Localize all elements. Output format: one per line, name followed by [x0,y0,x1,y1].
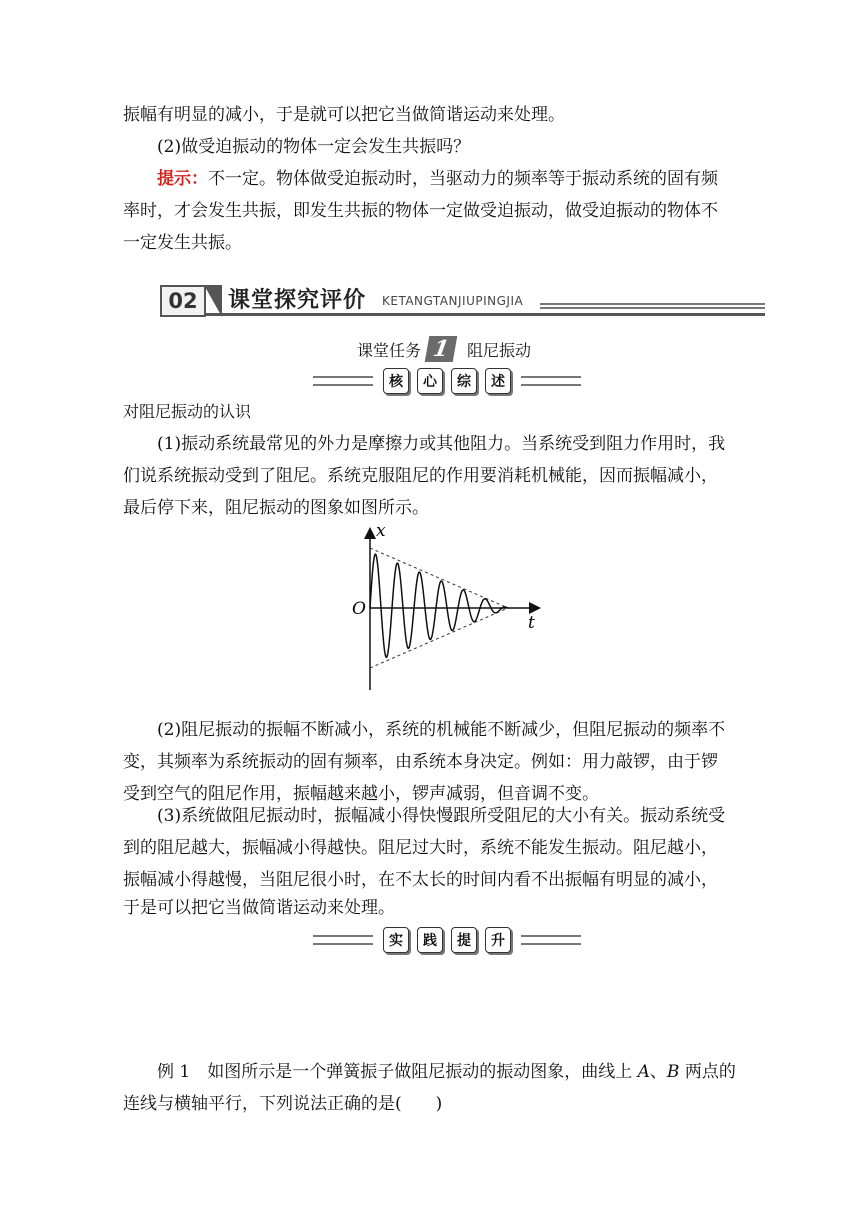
example-line-2: 连线与横轴平行，下列说法正确的是( ) [123,1094,443,1114]
point-a: A [637,1062,650,1082]
heading-char: 提 [451,927,477,953]
heading-rule-right [521,935,581,945]
damped-oscillation-graph [338,518,556,710]
heading-rule-left [313,376,373,386]
banner-baseline [204,313,765,316]
heading-char: 心 [417,368,443,394]
banner-rule [540,307,765,309]
hint-line-3: 一定发生共振。 [123,233,242,253]
content-2-line-3: 受到空气的阻尼作用，振幅越来越小，锣声减弱，但音调不变。 [123,784,599,804]
paragraph-continuation: 振幅有明显的减小，于是就可以把它当做简谐运动来处理。 [123,105,565,125]
content-2-line-1: (2)阻尼振动的振幅不断减小，系统的机械能不断减少，但阻尼振动的频率不 [157,720,726,740]
example-label: 例 1 [157,1062,191,1082]
section-banner [160,283,765,317]
task-prefix: 课堂任务 [357,340,422,360]
content-3-line-3: 振幅减小得越慢，当阻尼很小时，在不太长的时间内看不出振幅有明显的减小， [123,870,718,890]
heading-core-summary [313,366,581,396]
task-number-badge: 1 [425,336,458,362]
example-line-1: 例 1 如图所示是一个弹簧振子做阻尼振动的振动图象，曲线上 A、B 两点的 [157,1062,736,1082]
hint-label: 提示： [157,169,208,189]
heading-char: 综 [451,368,477,394]
content-2-line-2: 变，其频率为系统振动的固有频率，由系统本身决定。例如：用力敲锣，由于锣 [123,752,718,772]
content-1-line-2: 们说系统振动受到了阻尼。系统克服阻尼的作用要消耗机械能，因而振幅减小， [123,466,718,486]
hint-line-2: 率时，才会发生共振，即发生共振的物体一定做受迫振动，做受迫振动的物体不 [123,201,718,221]
point-b: B [666,1062,680,1082]
upper-envelope [370,548,508,608]
damped-oscillation-figure [338,518,556,710]
heading-char: 实 [383,927,409,953]
content-1-line-3: 最后停下来，阻尼振动的图象如图所示。 [123,498,429,518]
heading-practice [313,925,581,955]
origin-label: O [352,599,366,619]
y-axis-label: x [376,521,386,541]
section-title: 课堂探究评价 [228,288,367,313]
task-name: 阻尼振动 [467,340,532,360]
section-pinyin: KETANGTANJIUPINGJIA [382,294,524,308]
task-heading [357,335,531,363]
banner-rule [540,303,765,305]
subtitle: 对阻尼振动的认识 [123,402,252,421]
heading-rule-left [313,935,373,945]
content-1-line-1: (1)振动系统最常见的外力是摩擦力或其他阻力。当系统受到阻力作用时，我 [157,434,726,454]
question-2: (2)做受迫振动的物体一定会发生共振吗？ [157,137,471,157]
content-3-line-2: 到的阻尼越大，振幅减小得越快。阻尼过大时，系统不能发生振动。阻尼越小， [123,838,718,858]
heading-char: 核 [383,368,409,394]
heading-char: 述 [485,368,511,394]
damped-wave [370,554,508,657]
heading-char: 践 [417,927,443,953]
heading-char: 升 [485,927,511,953]
heading-rule-right [521,376,581,386]
section-number: 02 [160,285,206,317]
x-axis-label: t [528,613,535,633]
content-3-line-4: 于是可以把它当做简谐运动来处理。 [123,898,395,918]
content-3-line-1: (3)系统做阻尼振动时，振幅减小得快慢跟所受阻尼的大小有关。振动系统受 [157,806,726,826]
hint-line-1: 提示：不一定。物体做受迫振动时，当驱动力的频率等于振动系统的固有频 [157,169,718,189]
